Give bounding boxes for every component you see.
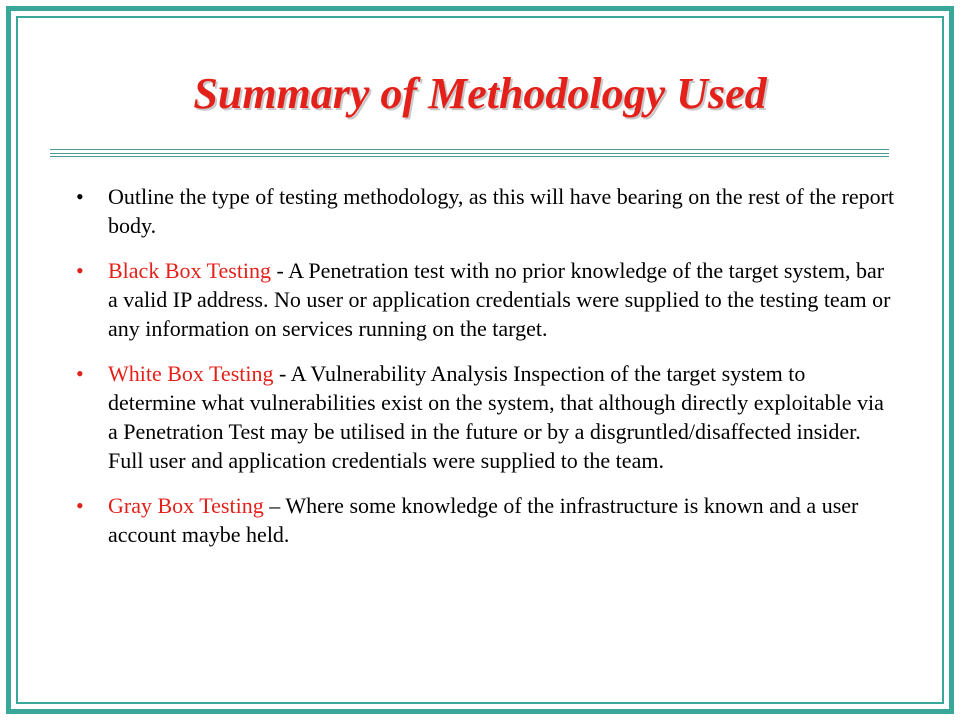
bullet-text: – Where some knowledge of the infrastructure is known and a user account maybe held. [108, 493, 859, 547]
bullet-item-black-box [76, 256, 896, 343]
bullet-term: White Box Testing [108, 361, 274, 386]
slide-title: Summary of Methodology Used [193, 69, 767, 118]
bullet-item-outline [76, 182, 896, 240]
bullet-marker: • [76, 258, 84, 283]
bullet-term: Black Box Testing [108, 258, 272, 283]
bullet-item-gray-box [76, 491, 896, 549]
bullet-text: - A Vulnerability Analysis Inspection of the target system to determine what vulnerabilities exist on the system, that although directly exploitable via a Penetration Test may be utilised in the future or by a disgruntled/disaffected insider. Full user and application credentials were supplied to the team. [108, 361, 884, 473]
bullet-item-white-box [76, 359, 896, 475]
bullet-marker: • [76, 361, 84, 386]
title-underline [50, 149, 889, 150]
bullet-marker: • [76, 493, 84, 518]
bullet-term: Gray Box Testing [108, 493, 264, 518]
bullet-text: Outline the type of testing methodology, as this will have bearing on the rest of the report body. [108, 184, 895, 238]
bullet-marker: • [76, 184, 84, 209]
bullet-text: - A Penetration test with no prior knowledge of the target system, bar a valid IP address. No user or application credentials were supplied to the testing team or any information on services running on the target. [108, 258, 891, 341]
bullet-list [76, 182, 896, 565]
title-underline [50, 156, 889, 157]
title-underline [50, 153, 889, 154]
